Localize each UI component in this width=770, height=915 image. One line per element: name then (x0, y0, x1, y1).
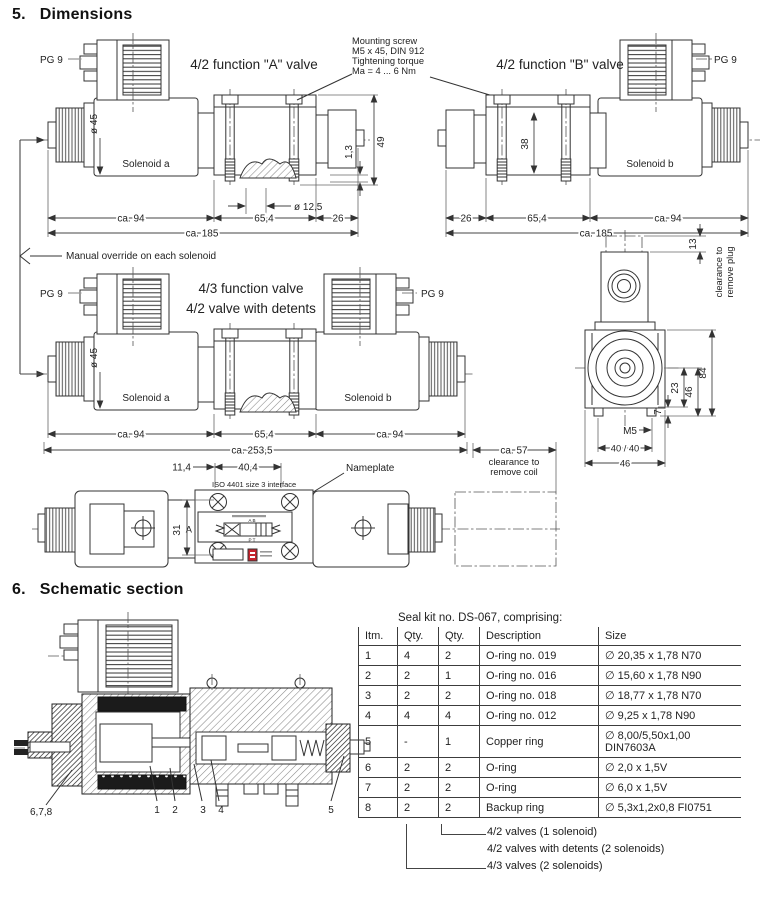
header-size: Size (599, 627, 742, 646)
cell-qty2: 1 (439, 666, 480, 686)
schematic-section-drawing (0, 608, 372, 853)
cell-size: ∅ 9,25 x 1,78 N90 (599, 706, 742, 726)
valve-b-pg9-label: PG 9 (714, 55, 737, 66)
valve-c-view (36, 267, 474, 457)
callout-5: 5 (328, 805, 334, 816)
cell-itm: 8 (359, 798, 398, 818)
table-row (359, 666, 742, 686)
table-row (359, 758, 742, 778)
seal-kit-table (358, 627, 741, 818)
dim-404: 40,4 (238, 462, 258, 474)
cell-qty1: 2 (398, 666, 439, 686)
valve-c-dim-ca2535: ca. 253,5 (231, 445, 273, 457)
cell-desc: O-ring no. 012 (480, 706, 599, 726)
valve-a-dia125: ø 12,5 (294, 202, 323, 213)
valve-c-pg9-left: PG 9 (40, 289, 63, 300)
valve-a-pg9-label: PG 9 (40, 55, 63, 66)
nameplate-graphic (198, 512, 292, 543)
valve-b-view (438, 33, 760, 240)
mounting-note-line2: M5 x 45, DIN 912 (352, 46, 425, 56)
seal-kit-table-block (356, 612, 770, 886)
valve-c-solenoid-b: Solenoid b (344, 393, 392, 404)
cell-size: ∅ 18,77 x 1,78 N70 (599, 686, 742, 706)
iso-interface-label: ISO 4401 size 3 interface (212, 480, 297, 489)
table-legend (356, 824, 770, 886)
valve-a-dim-ca185: ca. 185 (185, 228, 219, 240)
cell-itm: 1 (359, 646, 398, 666)
dim-114: 11,4 (172, 462, 191, 474)
legend-leader-line-2 (406, 824, 486, 869)
cell-desc: O-ring (480, 758, 599, 778)
cell-size: ∅ 20,35 x 1,78 N70 (599, 646, 742, 666)
cell-itm: 2 (359, 666, 398, 686)
end-view (575, 224, 735, 469)
cell-desc: O-ring no. 018 (480, 686, 599, 706)
section-5-title: Dimensions (39, 6, 133, 23)
mounting-note-line3: Tightening torque (352, 56, 425, 66)
valve-a-dim-26: 26 (332, 213, 344, 225)
section-5-number: 5. (12, 6, 26, 23)
table-row (359, 706, 742, 726)
valve-c-pg9-right: PG 9 (421, 289, 444, 300)
cell-qty1: - (398, 726, 439, 758)
cell-size: ∅ 2,0 x 1,5V (599, 758, 742, 778)
valve-a-view (40, 33, 387, 240)
callout-678: 6,7,8 (30, 807, 53, 818)
valve-c-dia45: ø 45 (89, 347, 100, 368)
valve-b-dim-38: 38 (520, 138, 531, 150)
seal-kit-title: Seal kit no. DS-067, comprising: (398, 612, 563, 624)
table-header-row (359, 627, 742, 646)
dim-7: 7 (653, 409, 664, 415)
valve-a-title: 4/2 function "A" valve (190, 57, 318, 72)
cell-qty2: 1 (439, 726, 480, 758)
m5-label: M5 (623, 426, 637, 437)
manual-override-label: Manual override on each solenoid (66, 251, 217, 262)
header-itm: Itm. (359, 627, 398, 646)
dimensions-drawing (0, 30, 770, 590)
valve-c-dim-ca94-right: ca. 94 (376, 429, 404, 441)
valve-a-solenoid-label: Solenoid a (122, 159, 170, 170)
callout-4: 4 (218, 805, 224, 816)
valve-a-dim-654: 65,4 (254, 213, 274, 225)
valve-c-title2: 4/2 valve with detents (186, 301, 316, 316)
valve-c-title1: 4/3 function valve (198, 281, 304, 296)
cell-desc: Copper ring (480, 726, 599, 758)
dim-46b: 46 (619, 458, 631, 469)
clearance-plug-line2: remove plug (725, 246, 735, 298)
valve-a-dim-1-3: 1,3 (344, 145, 355, 159)
dim-13: 13 (688, 238, 699, 250)
cell-qty1: 4 (398, 646, 439, 666)
nameplate-pt: P T (248, 537, 256, 543)
cell-desc: Backup ring (480, 798, 599, 818)
clearance-coil-line1: clearance to (488, 457, 540, 467)
table-row (359, 778, 742, 798)
cell-itm: 4 (359, 706, 398, 726)
cell-desc: O-ring (480, 778, 599, 798)
cell-desc: O-ring no. 019 (480, 646, 599, 666)
callout-1: 1 (154, 805, 160, 816)
cell-qty2: 2 (439, 778, 480, 798)
callout-3: 3 (200, 805, 206, 816)
section-6-heading (12, 581, 184, 599)
port-a-label: A (185, 524, 192, 535)
clearance-coil-line2: remove coil (490, 467, 538, 477)
table-row (359, 726, 742, 758)
cell-size: ∅ 15,60 x 1,78 N90 (599, 666, 742, 686)
cell-size: ∅ 8,00/5,50x1,00 DIN7603A (599, 726, 742, 758)
cell-qty1: 4 (398, 706, 439, 726)
dim-84: 84 (698, 367, 709, 379)
callout-2: 2 (172, 805, 178, 816)
cell-desc: O-ring no. 016 (480, 666, 599, 686)
table-row (359, 646, 742, 666)
valve-c-dim-654: 65,4 (254, 429, 274, 441)
mounting-note-line4: Ma = 4 ... 6 Nm (352, 66, 416, 76)
valve-c-solenoid-a: Solenoid a (122, 393, 170, 404)
cell-size: ∅ 6,0 x 1,5V (599, 778, 742, 798)
dim-40-40: 40 / 40 (610, 443, 640, 454)
top-view (32, 463, 560, 568)
legend-item-3: 4/3 valves (2 solenoids) (487, 860, 603, 872)
cell-qty2: 2 (439, 758, 480, 778)
cell-qty2: 4 (439, 706, 480, 726)
cell-qty2: 2 (439, 798, 480, 818)
valve-b-dim-ca94: ca. 94 (654, 213, 682, 225)
nameplate-ab: A B (248, 518, 256, 523)
dim-ca57: ca. 57 (500, 445, 528, 457)
cell-qty1: 2 (398, 758, 439, 778)
valve-b-dim-654: 65,4 (527, 213, 547, 225)
clearance-plug-line1: clearance to (714, 246, 724, 298)
cell-qty2: 2 (439, 686, 480, 706)
valve-a-dim-49: 49 (376, 136, 387, 148)
cell-qty1: 2 (398, 798, 439, 818)
dim-46: 46 (684, 386, 695, 398)
table-row (359, 798, 742, 818)
legend-item-1: 4/2 valves (1 solenoid) (487, 826, 598, 838)
dim-23: 23 (670, 382, 681, 394)
schematic-cross-section (14, 612, 370, 818)
cell-itm: 5 (359, 726, 398, 758)
valve-b-solenoid-label: Solenoid b (626, 159, 674, 170)
mounting-note-line1: Mounting screw (352, 36, 418, 46)
valve-b-title: 4/2 function "B" valve (496, 57, 624, 72)
cell-qty1: 2 (398, 778, 439, 798)
cell-itm: 7 (359, 778, 398, 798)
cell-qty1: 2 (398, 686, 439, 706)
section-6-number: 6. (12, 581, 26, 598)
brand-logo (248, 549, 257, 561)
header-description: Description (480, 627, 599, 646)
valve-b-dim-26: 26 (460, 213, 472, 225)
cell-itm: 3 (359, 686, 398, 706)
dim-31: 31 (172, 524, 183, 536)
nameplate-label: Nameplate (346, 463, 395, 474)
section-6-title: Schematic section (39, 581, 184, 598)
coil-clearance-dim (473, 442, 556, 492)
valve-b-dim-ca185: ca. 185 (579, 228, 613, 240)
cell-size: ∅ 5,3x1,2x0,8 FI0751 (599, 798, 742, 818)
mounting-screw-note (297, 36, 503, 100)
section-5-heading (12, 6, 132, 24)
cell-itm: 6 (359, 758, 398, 778)
header-qty1: Qty. (398, 627, 439, 646)
valve-a-dia45: ø 45 (89, 113, 100, 134)
legend-item-2: 4/2 valves with detents (2 solenoids) (487, 843, 665, 855)
header-qty2: Qty. (439, 627, 480, 646)
table-row (359, 686, 742, 706)
cell-qty2: 2 (439, 646, 480, 666)
valve-a-dim-ca94: ca. 94 (117, 213, 145, 225)
valve-c-dim-ca94-left: ca. 94 (117, 429, 145, 441)
